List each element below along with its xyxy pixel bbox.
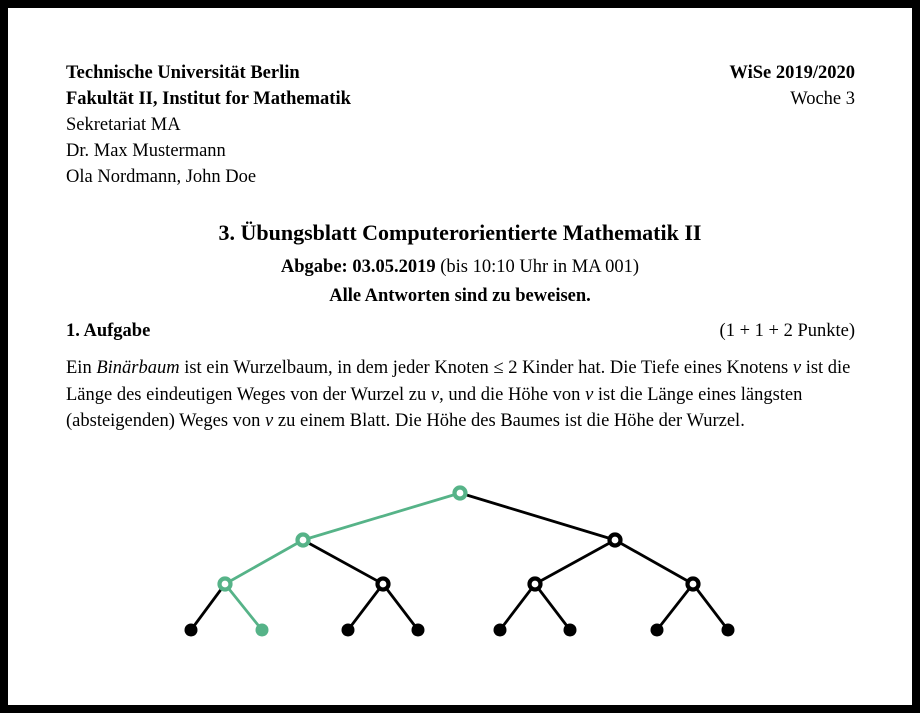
math-italic-text: v [265,411,274,431]
faculty-name: Fakultät II, Institut for Mathematik [66,89,351,109]
proof-note: Alle Antworten sind zu beweisen. [329,286,591,306]
math-italic-text: v [430,384,440,405]
tree-internal-node [688,579,699,590]
paragraph-text: zu einem Blatt. Die Höhe des Baumes ist die Höhe der Wurzel. [273,411,745,431]
submission-line [0,254,920,280]
institution-name: Technische Universität Berlin [66,63,300,83]
paragraph-text: Ein [66,358,97,378]
tree-internal-node [378,579,389,590]
tree-leaf-node [185,624,198,637]
math-italic-text: v [585,384,594,405]
tree-edge [615,540,693,584]
tree-edge [191,584,225,630]
assistants-line: Ola Nordmann, John Doe [66,167,257,187]
paragraph-text: ist die Länge des eindeutigen Weges von der Wurzel zu [66,358,851,405]
tree-edge [225,584,262,630]
tree-internal-node [298,535,309,546]
tree-leaf-node [494,624,507,637]
semester-label: WiSe 2019/2020 [729,63,855,83]
submission-details: (bis 10:10 Uhr in MA 001) [435,257,640,277]
tree-edge [303,493,460,540]
task-label: 1. Aufgabe [66,321,151,341]
task-heading-row [66,318,855,344]
submission-deadline: Abgabe: 03.05.2019 [280,257,436,277]
tree-edge [383,584,418,630]
tree-internal-node [220,579,231,590]
tree-internal-node [530,579,541,590]
sheet-title: 3. Übungsblatt Computerorientierte Mathematik II [218,220,702,245]
tree-edge [500,584,535,630]
header-right-block [729,60,855,112]
week-label: Woche 3 [790,89,855,109]
tree-edge [535,540,615,584]
tree-edge [348,584,383,630]
secretariat-line: Sekretariat MA [66,115,181,135]
tree-edge [225,540,303,584]
paragraph-text: ist die Länge eines längsten (absteigenden) Weges von [66,384,803,431]
header-left-block [66,60,351,190]
lecturer-line: Dr. Max Mustermann [66,141,226,161]
tree-svg [150,460,790,675]
math-italic-text: v [792,358,802,378]
tree-internal-node [610,535,621,546]
tree-edge [535,584,570,630]
paragraph-text: ist ein Wurzelbaum, in dem jeder Knoten ≤ 2 Kinder hat. Die Tiefe eines Knotens [179,358,793,378]
tree-leaf-node [564,624,577,637]
tree-leaf-node [412,624,425,637]
task-paragraph [66,355,858,435]
tree-edge [657,584,693,630]
binary-tree-figure [150,460,790,675]
math-italic-text: Binärbaum [96,358,180,378]
paragraph-text: , und die Höhe von [439,384,586,405]
tree-leaf-node [722,624,735,637]
tree-leaf-node [342,624,355,637]
tree-edge [693,584,728,630]
task-points: (1 + 1 + 2 Punkte) [719,321,855,341]
tree-leaf-node [256,624,269,637]
tree-leaf-node [651,624,664,637]
tree-internal-node [455,488,466,499]
tree-edge [460,493,615,540]
tree-edge [303,540,383,584]
